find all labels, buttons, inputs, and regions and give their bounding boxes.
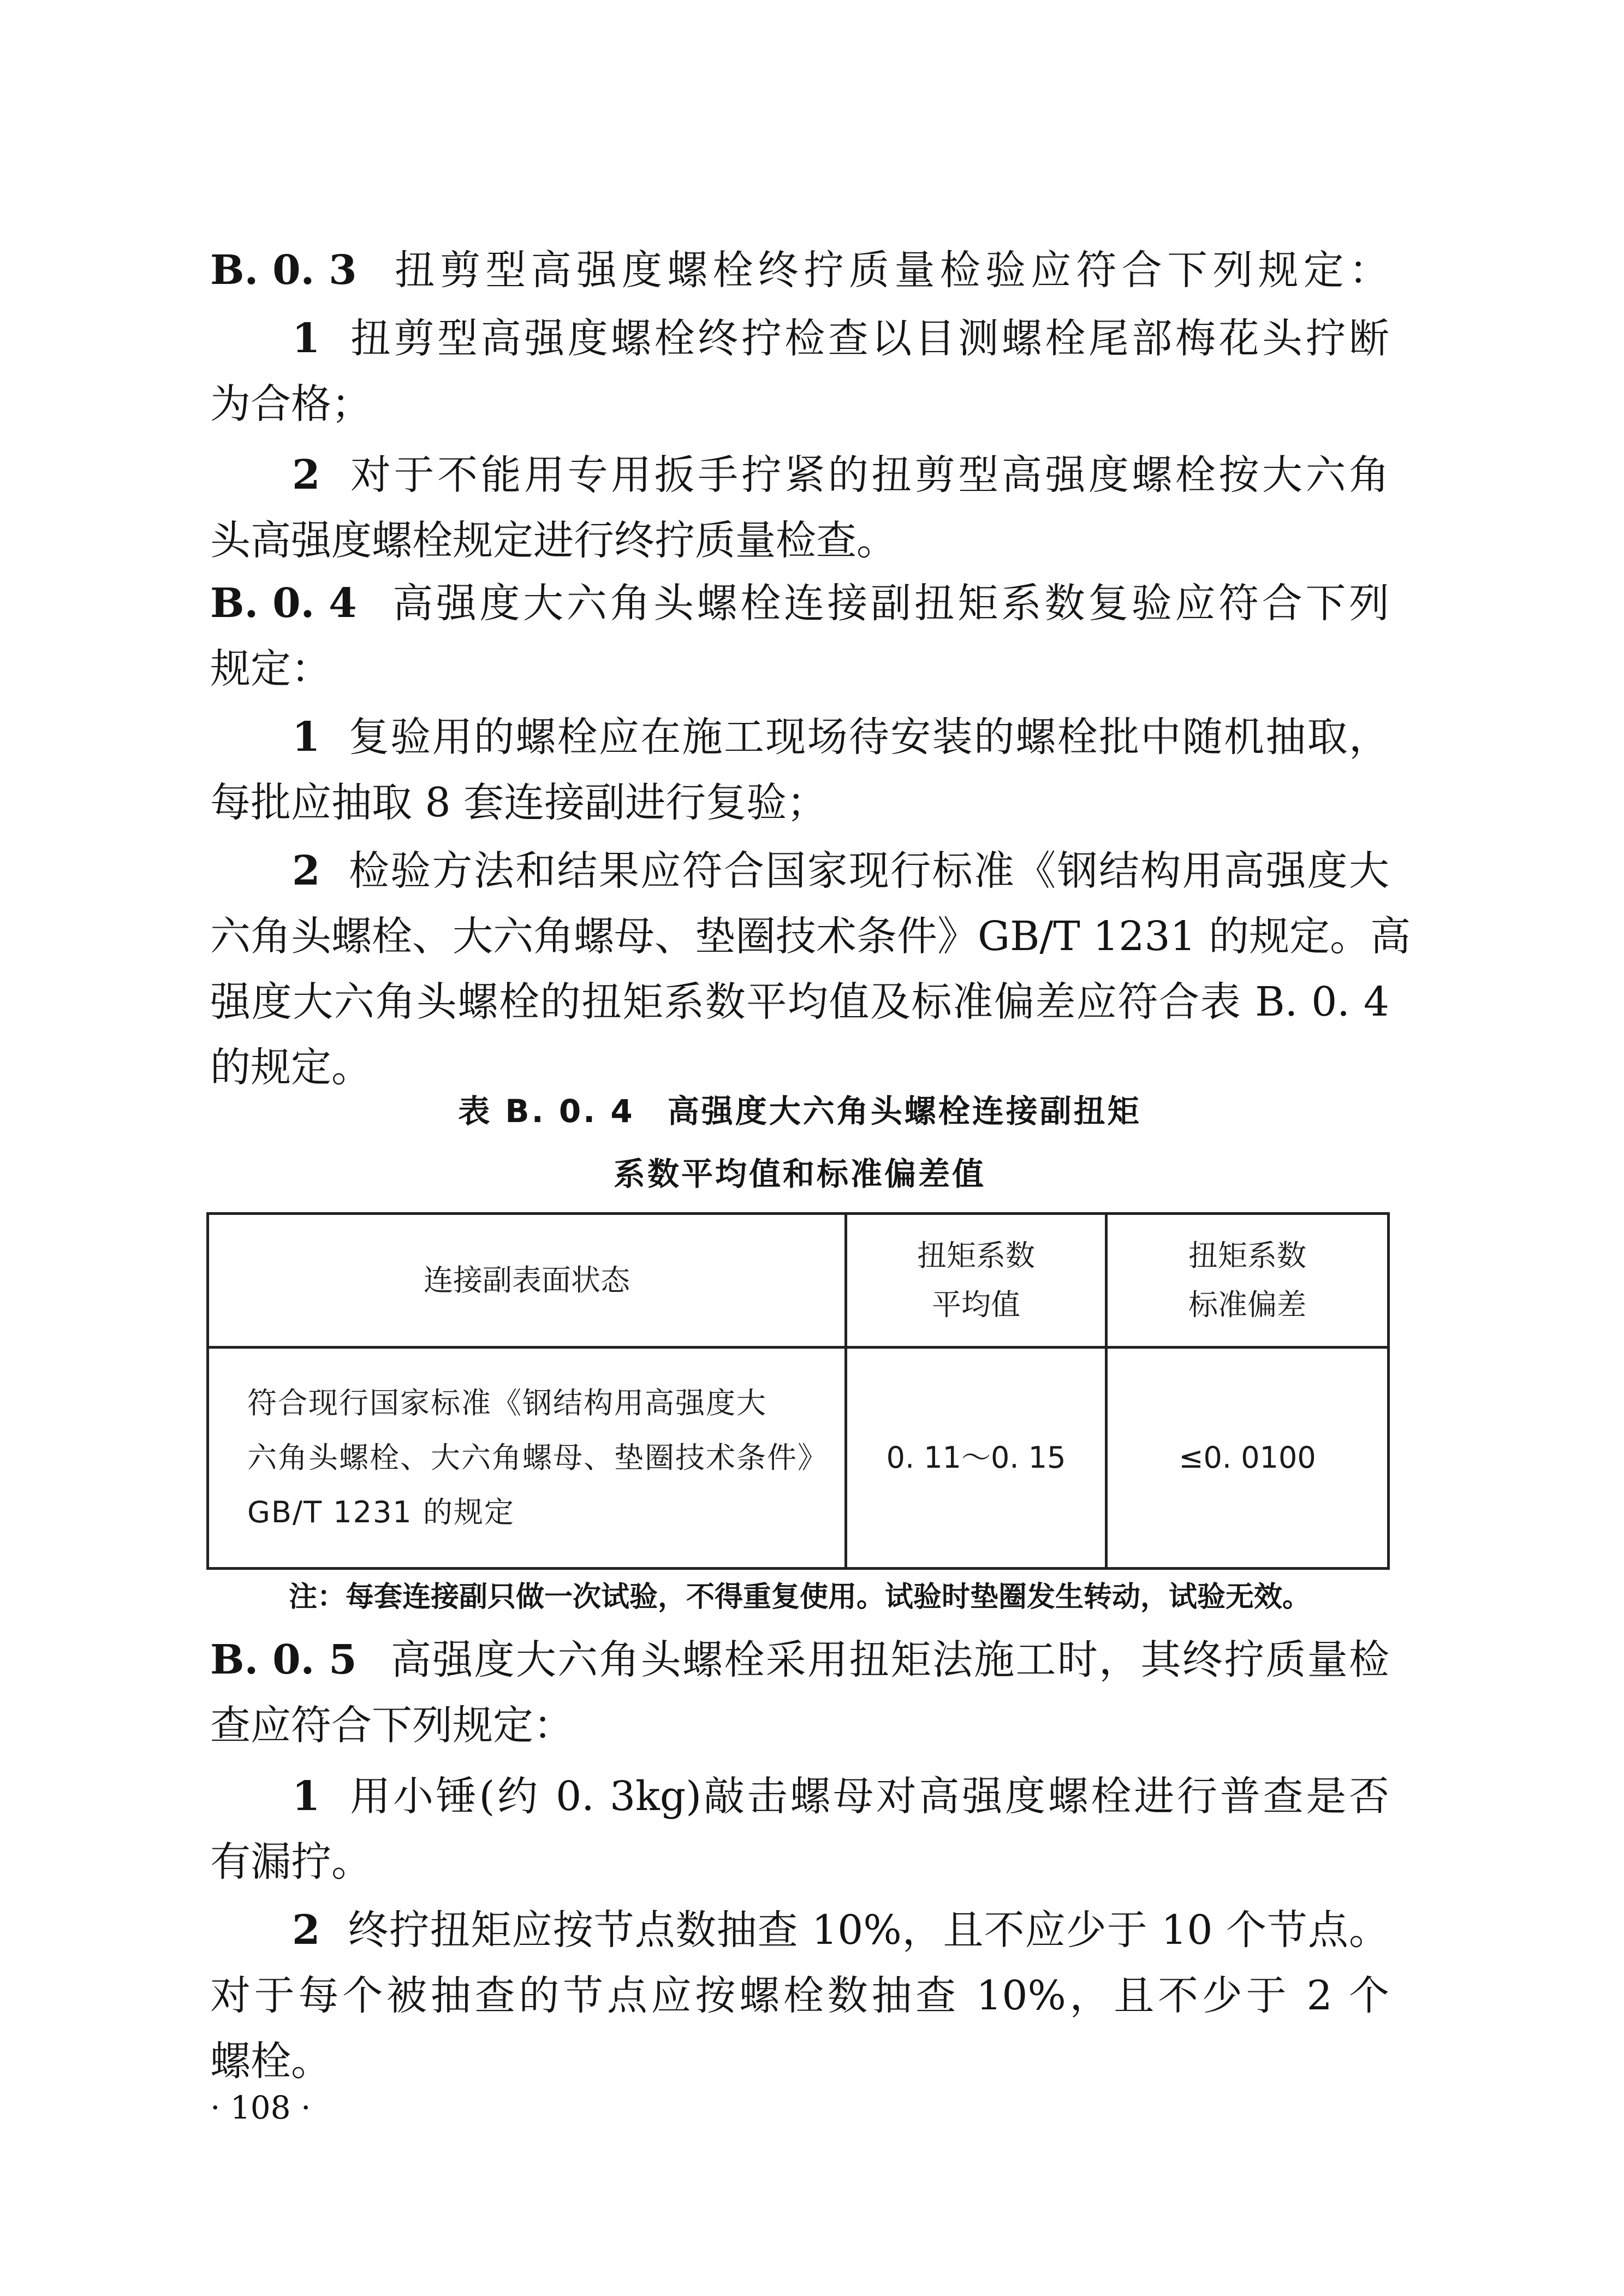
- b05-item2-line1: [210, 1903, 1389, 1957]
- header-mean-line1: 扭矩系数: [917, 1238, 1036, 1273]
- table-note: 注：每套连接副只做一次试验，不得重复使用。试验时垫圈发生转动，试验无效。: [288, 1581, 1311, 1613]
- item-text: 扭剪型高强度螺栓终拧检查以目测螺栓尾部梅花头拧断: [347, 315, 1389, 362]
- condition-line3: GB/T 1231 的规定: [247, 1495, 515, 1529]
- condition-line1: 符合现行国家标准《钢结构用高强度大: [247, 1386, 767, 1420]
- section-number: B. 0. 4: [210, 580, 357, 627]
- section-b05-heading: [210, 1633, 1389, 1687]
- table-caption-line1: [210, 1089, 1389, 1133]
- cell-std-dev: ≤0. 0100: [1106, 1348, 1388, 1569]
- b05-item2-line2: 对于每个被抽查的节点应按螺栓数抽查 10%，且不少于 2 个: [210, 1972, 1389, 2019]
- section-b05-heading-line2: 查应符合下列规定：: [210, 1702, 574, 1749]
- item-number: 2: [292, 847, 320, 894]
- table-caption-text: 高强度大六角头螺栓连接副扭矩: [667, 1093, 1141, 1130]
- condition-line2: 六角头螺栓、大六角螺母、垫圈技术条件》: [247, 1440, 828, 1475]
- b04-item2-line1: [210, 844, 1389, 898]
- b05-item1-line2: 有漏拧。: [210, 1838, 372, 1885]
- table-header-row: [208, 1214, 1389, 1348]
- section-heading-text: 高强度大六角头螺栓采用扭矩法施工时，其终拧质量检: [389, 1636, 1389, 1683]
- section-heading-text: 扭剪型高强度螺栓终拧质量检验应符合下列规定：: [389, 247, 1389, 294]
- b05-item1-line1: [210, 1769, 1389, 1824]
- b03-item2-line2: 头高强度螺栓规定进行终拧质量检查。: [210, 517, 897, 564]
- item-number: 1: [292, 1773, 320, 1820]
- item-number: 2: [292, 452, 320, 499]
- item-number: 2: [292, 1907, 320, 1954]
- item-number: 1: [292, 714, 320, 761]
- item-text: 复验用的螺栓应在施工现场待安装的螺栓批中随机抽取，: [347, 714, 1389, 761]
- item-text: 检验方法和结果应符合国家现行标准《钢结构用高强度大: [347, 847, 1389, 894]
- section-b04-heading-line2: 规定：: [210, 645, 331, 692]
- b04-item2-line4: 的规定。: [210, 1044, 372, 1091]
- table-caption-line2: 系数平均值和标准偏差值: [613, 1155, 986, 1193]
- item-number: 1: [292, 315, 320, 362]
- b03-item1-line1: [210, 311, 1389, 366]
- b03-item1-line2: 为合格；: [210, 381, 372, 428]
- header-mean: [846, 1214, 1107, 1348]
- section-b03-heading: [210, 243, 1389, 298]
- b04-item2-line3: 强度大六角头螺栓的扭矩系数平均值及标准偏差应符合表 B. 0. 4: [210, 978, 1389, 1025]
- section-b04-heading: [210, 576, 1389, 631]
- torque-coefficient-table: [206, 1212, 1390, 1570]
- section-number: B. 0. 5: [210, 1636, 357, 1683]
- header-surface-condition: 连接副表面状态: [208, 1214, 846, 1348]
- b04-item1-line2: 每批应抽取 8 套连接副进行复验；: [210, 779, 828, 826]
- header-mean-line2: 平均值: [932, 1288, 1021, 1322]
- header-std-line2: 标准偏差: [1188, 1288, 1306, 1322]
- item-text: 对于不能用专用扳手拧紧的扭剪型高强度螺栓按大六角: [347, 452, 1389, 499]
- table-row: [208, 1348, 1389, 1569]
- header-std-line1: 扭矩系数: [1188, 1238, 1306, 1273]
- header-std-dev: [1106, 1214, 1388, 1348]
- b04-item1-line1: [210, 710, 1389, 764]
- cell-mean: 0. 11～0. 15: [846, 1348, 1107, 1569]
- section-heading-text: 高强度大六角头螺栓连接副扭矩系数复验应符合下列: [389, 580, 1389, 627]
- item-text: 用小锤(约 0. 3kg)敲击螺母对高强度螺栓进行普查是否: [347, 1773, 1389, 1820]
- b04-item2-line2: 六角头螺栓、大六角螺母、垫圈技术条件》GB/T 1231 的规定。高: [210, 913, 1411, 960]
- section-number: B. 0. 3: [210, 247, 357, 294]
- item-text: 终拧扭矩应按节点数抽查 10%，且不应少于 10 个节点。: [347, 1907, 1389, 1954]
- b05-item2-line3: 螺栓。: [210, 2038, 331, 2085]
- table-caption-number: 表 B. 0. 4: [458, 1093, 635, 1130]
- b03-item2-line1: [210, 448, 1389, 502]
- cell-surface-condition: [208, 1348, 846, 1569]
- page-number: · 108 ·: [210, 2089, 311, 2126]
